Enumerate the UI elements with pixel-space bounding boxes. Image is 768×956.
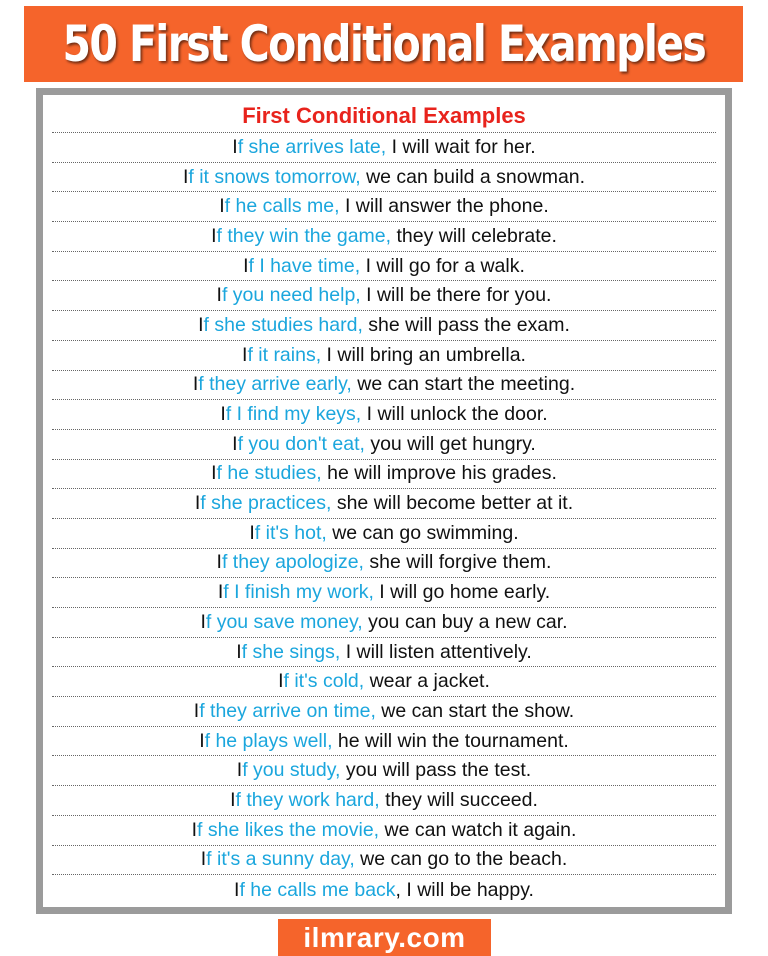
if-word: I — [193, 699, 200, 722]
site-footer — [278, 919, 491, 956]
if-word: I — [249, 521, 255, 544]
result-clause: I will go for a walk. — [360, 254, 525, 277]
if-word: I — [243, 254, 249, 277]
table-row — [52, 667, 716, 697]
table-row — [52, 697, 716, 727]
if-word: I — [219, 195, 225, 218]
result-clause: I will bring an umbrella. — [321, 343, 526, 366]
condition-clause: f she likes the movie, — [197, 818, 380, 841]
if-word: I — [217, 581, 224, 604]
page-title: 50 First Conditional Examples — [62, 15, 705, 73]
table-row — [52, 460, 716, 490]
result-clause: you will pass the test. — [340, 759, 532, 782]
if-word: I — [230, 788, 236, 811]
table-heading: First Conditional Examples — [242, 103, 526, 128]
if-word: I — [200, 610, 206, 633]
result-clause: he will win the tournament. — [332, 729, 569, 752]
result-clause: you will get hungry. — [364, 432, 536, 455]
if-word: I — [199, 729, 205, 752]
condition-clause: f he plays well, — [204, 729, 333, 752]
result-clause: he will improve his grades. — [321, 462, 557, 485]
if-word: I — [211, 462, 217, 485]
result-clause: I will go home early. — [373, 581, 551, 604]
table-row — [52, 786, 716, 816]
if-word: I — [220, 403, 226, 426]
if-word: I — [232, 135, 238, 158]
result-clause: they will succeed. — [379, 788, 538, 811]
condition-clause: f it's a sunny day, — [206, 848, 355, 871]
if-word: I — [278, 670, 284, 693]
if-word: I — [216, 551, 222, 574]
table-row — [52, 311, 716, 341]
condition-clause: f she sings, — [241, 640, 341, 663]
if-word: I — [236, 759, 243, 782]
if-word: I — [234, 878, 240, 901]
if-word: I — [192, 373, 199, 396]
table-row — [52, 222, 716, 252]
result-clause: you can buy a new car. — [362, 610, 568, 633]
examples-table — [36, 88, 732, 914]
condition-clause: f you save money, — [205, 610, 363, 633]
condition-clause: f you need help, — [221, 284, 361, 307]
table-row — [52, 608, 716, 638]
condition-clause: f I find my keys, — [225, 403, 362, 426]
title-banner — [24, 6, 743, 82]
table-row — [52, 846, 716, 876]
result-clause: I will answer the phone. — [339, 195, 549, 218]
table-row — [52, 430, 716, 460]
result-clause: , I will be happy. — [395, 878, 534, 901]
result-clause: I will wait for her. — [386, 135, 536, 158]
result-clause: I will be there for you. — [360, 284, 552, 307]
condition-clause: f I have time, — [248, 254, 361, 277]
if-word: I — [182, 165, 189, 188]
table-row — [52, 163, 716, 193]
result-clause: we can start the meeting. — [351, 373, 576, 396]
site-name: ilmrary.com — [303, 921, 466, 953]
condition-clause: f it's cold, — [283, 670, 365, 693]
result-clause: she will pass the exam. — [362, 313, 570, 336]
condition-clause: f she arrives late, — [237, 135, 387, 158]
condition-clause: f you don't eat, — [237, 432, 365, 455]
table-row — [52, 727, 716, 757]
condition-clause: f they arrive early, — [198, 373, 352, 396]
condition-clause: f you study, — [242, 759, 341, 782]
table-row — [52, 252, 716, 282]
table-row — [52, 519, 716, 549]
result-clause: I will listen attentively. — [340, 640, 532, 663]
table-row — [52, 341, 716, 371]
condition-clause: f I finish my work, — [223, 581, 374, 604]
table-row — [52, 371, 716, 401]
table-row — [52, 638, 716, 668]
condition-clause: f they win the game, — [216, 224, 392, 247]
condition-clause: f it rains, — [247, 343, 322, 366]
result-clause: we can go to the beach. — [354, 848, 568, 871]
table-row — [52, 281, 716, 311]
if-word: I — [191, 818, 198, 841]
condition-clause: f it's hot, — [254, 521, 327, 544]
result-clause: we can start the show. — [375, 699, 575, 722]
condition-clause: f they arrive on time, — [199, 699, 376, 722]
condition-clause: f she studies hard, — [203, 313, 363, 336]
if-word: I — [232, 432, 238, 455]
table-row — [52, 489, 716, 519]
if-word: I — [194, 492, 201, 515]
table-row — [52, 400, 716, 430]
condition-clause: f she practices, — [200, 492, 332, 515]
if-word: I — [242, 343, 248, 366]
if-word: I — [200, 848, 207, 871]
condition-clause: f it snows tomorrow, — [188, 165, 361, 188]
result-clause: we can go swimming. — [326, 521, 519, 544]
table-row — [52, 578, 716, 608]
result-clause: she will forgive them. — [363, 551, 552, 574]
if-word: I — [211, 224, 217, 247]
condition-clause: f they apologize, — [221, 551, 364, 574]
examples-list — [43, 95, 725, 907]
table-heading-row — [52, 95, 716, 133]
if-word: I — [216, 284, 222, 307]
result-clause: she will become better at it. — [331, 492, 574, 515]
table-row — [52, 192, 716, 222]
table-row — [52, 816, 716, 846]
condition-clause: f he calls me back — [239, 878, 396, 901]
if-word: I — [198, 313, 204, 336]
result-clause: we can build a snowman. — [360, 165, 586, 188]
result-clause: we can watch it again. — [379, 818, 577, 841]
table-row — [52, 756, 716, 786]
result-clause: I will unlock the door. — [361, 403, 548, 426]
table-row — [52, 133, 716, 163]
result-clause: wear a jacket. — [364, 670, 490, 693]
condition-clause: f they work hard, — [235, 788, 380, 811]
table-row — [52, 875, 716, 905]
condition-clause: f he studies, — [216, 462, 322, 485]
condition-clause: f he calls me, — [224, 195, 340, 218]
if-word: I — [236, 640, 242, 663]
table-row — [52, 549, 716, 579]
result-clause: they will celebrate. — [391, 224, 557, 247]
